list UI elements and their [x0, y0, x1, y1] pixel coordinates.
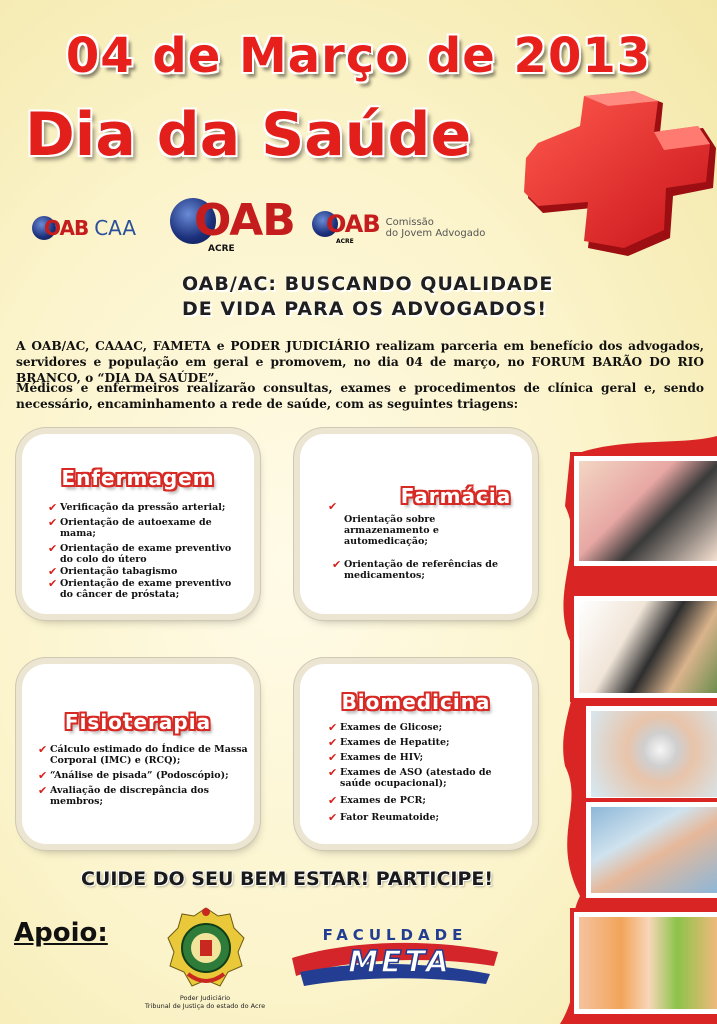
apoio-label: Apoio: — [14, 918, 108, 948]
intro-paragraph: A OAB/AC, CAAAC, FAMETA e PODER JUDICIÁRIO realizam parceria em benefício dos advogados, servidores e população em geral e promovem, no dia 04 de março, no FORUM BARÃO DO RIO BRANCO, o “DIA DA SAÚDE”. — [16, 339, 704, 385]
card-title: Biomedicina — [341, 690, 491, 714]
list-item: ✔ Exames de ASO (atestado de saúde ocupacional); — [328, 766, 492, 789]
list-item: ✔ Orientação de exame preventivo do colo do útero — [48, 542, 232, 565]
checkmark-icon: ✔ — [48, 565, 58, 578]
oab-cja-logo — [312, 210, 485, 245]
tj-caption — [110, 994, 300, 1010]
biomedicina-list — [328, 722, 524, 827]
checkmark-icon: ✔ — [48, 516, 58, 529]
photo-kids-vegetables — [574, 912, 717, 1014]
headline-line2: DE VIDA PARA OS ADVOGADOS! — [182, 298, 548, 320]
fameta-main-text: META — [348, 945, 452, 980]
tj-line2: Tribunal de Justiça do estado do Acre — [144, 1002, 266, 1010]
triage-paragraph: Médicos e enfermeiros realizarão consultas, exames e procedimentos de clínica geral e, sendo necessário, encaminhamento a rede de saúde, com as seguintes triagens: — [16, 381, 704, 411]
checkmark-icon: ✔ — [38, 769, 48, 782]
list-item: ✔ Exames de PCR; — [328, 794, 426, 807]
list-item: ✔ Exames de HIV; — [328, 751, 424, 764]
checkmark-icon: ✔ — [332, 558, 342, 571]
farmacia-list — [332, 514, 522, 585]
tj-line1: Poder Judiciário — [179, 994, 231, 1002]
card-biomedicina — [300, 664, 532, 844]
call-to-action: CUIDE DO SEU BEM ESTAR! PARTICIPE! — [80, 868, 494, 890]
checkmark-icon: ✔ — [328, 500, 338, 513]
checkmark-icon: ✔ — [38, 743, 48, 756]
list-item: Orientação sobre armazenamento e automedicação; — [344, 514, 439, 547]
headline-line1: OAB/AC: BUSCANDO QUALIDADE — [182, 273, 554, 295]
photo-blood-pressure — [574, 456, 717, 566]
checkmark-icon: ✔ — [328, 811, 338, 824]
checkmark-icon: ✔ — [48, 542, 58, 555]
card-title: Enfermagem — [61, 466, 215, 490]
list-item: ✔ Exames de Hepatite; — [328, 736, 450, 749]
checkmark-icon: ✔ — [328, 751, 338, 764]
card-title: Farmácia — [400, 484, 512, 508]
acre-coat-of-arms-icon — [160, 902, 252, 994]
checkmark-icon: ✔ — [328, 766, 338, 779]
cja-line1: Comissão — [385, 216, 434, 228]
acre-text: ACRE — [208, 244, 235, 254]
card-enfermagem — [22, 434, 254, 614]
headline — [182, 272, 553, 322]
list-item: ✔ Orientação tabagismo — [48, 565, 178, 578]
oab-mark: OAB — [44, 216, 89, 240]
list-item: ✔ Orientação de autoexame de mama; — [48, 516, 212, 539]
list-item: ✔ “Análise de pisada” (Podoscópio); — [38, 769, 229, 782]
fisioterapia-list — [38, 744, 248, 811]
list-item: ✔ Exames de Glicose; — [328, 721, 443, 734]
checkmark-icon: ✔ — [328, 736, 338, 749]
oab-mark: OAB — [194, 195, 295, 246]
photo-stethoscope — [586, 706, 717, 802]
enfermagem-list — [48, 502, 244, 604]
checkmark-icon: ✔ — [328, 794, 338, 807]
list-item: ✔ Verificação da pressão arterial; — [48, 501, 226, 514]
list-item: ✔ Avaliação de discrepância dos membros; — [38, 784, 209, 807]
fameta-logo — [290, 918, 500, 990]
list-item: ✔ Orientação de exame preventivo do câncer de próstata; — [48, 577, 232, 600]
checkmark-icon: ✔ — [48, 501, 58, 514]
list-item: ✔ Orientação de referências de medicamentos; — [332, 558, 498, 581]
checkmark-icon: ✔ — [48, 577, 58, 590]
fameta-top-text: FACULDADE — [322, 926, 468, 944]
card-farmacia — [300, 434, 532, 614]
acre-text: ACRE — [336, 238, 354, 245]
oab-mark: OAB — [326, 210, 380, 238]
oab-acre-logo — [170, 195, 295, 254]
oab-caa-logo — [32, 216, 136, 240]
event-date: 04 de Março de 2013 — [65, 28, 652, 84]
checkmark-icon: ✔ — [38, 784, 48, 797]
photo-strip — [560, 436, 717, 1024]
card-title: Fisioterapia — [64, 710, 212, 734]
event-title: Dia da Saúde — [25, 100, 472, 170]
caa-text: CAA — [94, 216, 137, 240]
list-item: ✔ Fator Reumatoide; — [328, 811, 439, 824]
checkmark-icon: ✔ — [328, 721, 338, 734]
card-fisioterapia — [22, 664, 254, 844]
red-cross-icon — [488, 88, 717, 263]
photo-nurse-patient — [574, 596, 717, 698]
photo-holding-hands — [586, 802, 717, 898]
list-item: ✔ Cálculo estimado do Índice de Massa Corporal (IMC) e (RCQ); — [38, 743, 248, 766]
cja-line2: do Jovem Advogado — [385, 227, 486, 239]
